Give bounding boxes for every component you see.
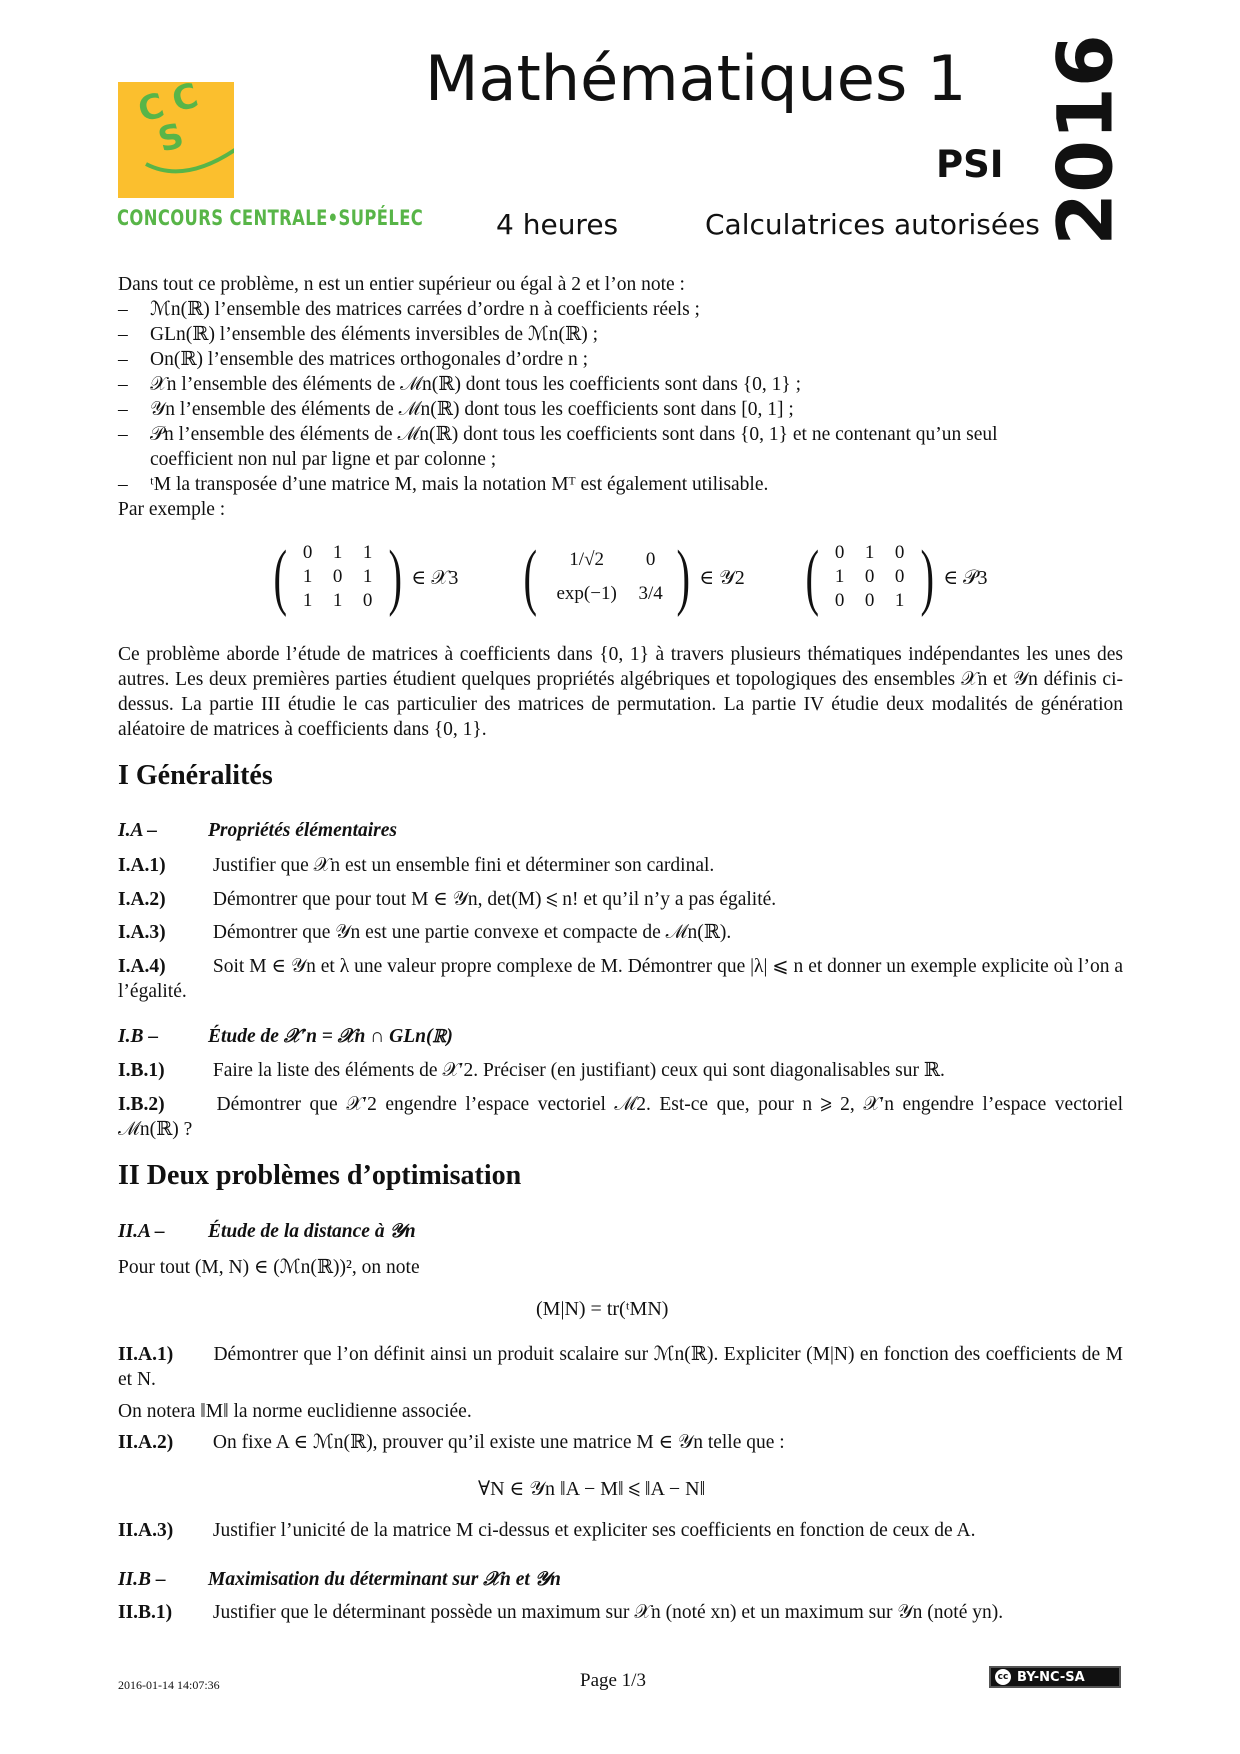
definition-item: – 𝒴n l’ensemble des éléments de ℳn(ℝ) dont tous les coefficients sont dans [0, 1] ; <box>118 399 794 420</box>
intro-text: Dans tout ce problème, n est un entier supérieur ou égal à 2 et l’on note : <box>118 274 685 295</box>
creative-commons-icon: cc <box>995 1669 1011 1685</box>
matrix-cell: 0 <box>894 566 905 587</box>
subsection-heading: II.A – Étude de la distance à 𝒴n <box>118 1221 416 1242</box>
question: I.A.4) Soit M ∈ 𝒴n et λ une valeur propre complexe de M. Démontrer que |λ| ⩽ n et donner un exemple explicite où l’on a l’égalité. <box>118 956 1123 1002</box>
page-title: Mathématiques 1 <box>425 42 967 115</box>
matrix-membership: ∈ 𝒫3 <box>943 566 988 589</box>
definition-item: – ℳn(ℝ) l’ensemble des matrices carrées d’ordre n à coefficients réels ; <box>118 299 700 320</box>
section-heading: II Deux problèmes d’optimisation <box>118 1160 522 1191</box>
subsection-heading: I.B – Étude de 𝒳′n = 𝒳n ∩ GLn(ℝ) <box>118 1026 453 1047</box>
question: II.A.2) On fixe A ∈ ℳn(ℝ), prouver qu’il existe une matrice M ∈ 𝒴n telle que : <box>118 1432 785 1453</box>
track-label: PSI <box>936 143 1004 186</box>
logo-letter-2: C <box>167 82 203 121</box>
question: I.A.2) Démontrer que pour tout M ∈ 𝒴n, det(M) ⩽ n! et qu’il n’y a pas égalité. <box>118 889 777 910</box>
logo <box>118 82 234 198</box>
matrix-cell: 1 <box>864 542 875 563</box>
logo-letter-3: S <box>153 115 188 161</box>
logo-caption: CONCOURS CENTRALE•SUPÉLEC <box>117 206 424 230</box>
definition-item: – GLn(ℝ) l’ensemble des éléments inversibles de ℳn(ℝ) ; <box>118 324 599 345</box>
question: II.A.1) Démontrer que l’on définit ainsi un produit scalaire sur ℳn(ℝ). Expliciter (M|N) en fonction des coefficients de M et N. <box>118 1344 1123 1390</box>
matrix-cell: 1 <box>834 566 845 587</box>
footer-timestamp: 2016-01-14 14:07:36 <box>118 1678 220 1692</box>
page-number: Page 1/3 <box>580 1670 646 1691</box>
overview-paragraph: Ce problème aborde l’étude de matrices à coefficients dans {0, 1} à travers plusieurs thématiques indépendantes les unes des autres. Les deux premières parties étudient quelques propriétés algébriques et topologiques des ensembles 𝒳n et 𝒴n définis ci-dessus. La partie III étudie le cas particulier des matrices de permutation. La partie IV étudie deux modalités de génération aléatoire de matrices à coefficients dans {0, 1}. <box>118 644 1123 740</box>
question: I.B.2) Démontrer que 𝒳′2 engendre l’espace vectoriel ℳ2. Est-ce que, pour n ⩾ 2, 𝒳′n engendre l’espace vectoriel ℳn(ℝ) ? <box>118 1094 1124 1140</box>
subsection-heading: I.A – Propriétés élémentaires <box>118 820 398 841</box>
matrix-cell: 0 <box>302 542 313 563</box>
definition-item: – 𝒫n l’ensemble des éléments de ℳn(ℝ) dont tous les coefficients sont dans {0, 1} et ne contenant qu’un seul <box>118 424 998 445</box>
question: I.A.1) Justifier que 𝒳n est un ensemble fini et déterminer son cardinal. <box>118 855 715 876</box>
matrix-cell: 1 <box>362 566 373 587</box>
matrix-cell: 1 <box>332 542 343 563</box>
matrix-cell: 0 <box>834 542 845 563</box>
matrix-cell: 3/4 <box>638 583 663 604</box>
calculators-label: Calculatrices autorisées <box>705 208 1040 241</box>
license-label: BY-NC-SA <box>1017 1669 1085 1685</box>
paragraph: Pour tout (M, N) ∈ (ℳn(ℝ))², on note <box>118 1257 420 1278</box>
matrix-cell: 1 <box>362 542 373 563</box>
example-label: Par exemple : <box>118 499 226 520</box>
license-badge <box>989 1666 1121 1688</box>
matrix-membership: ∈ 𝒳3 <box>411 566 459 589</box>
matrix-cell: 0 <box>362 590 373 611</box>
logo-graphic <box>118 82 234 198</box>
logo-letter-1: C <box>133 85 169 131</box>
section-heading: I Généralités <box>118 760 273 791</box>
question: II.A.3) Justifier l’unicité de la matrice M ci-dessus et expliciter ses coefficients en fonction de ceux de A. <box>118 1520 976 1541</box>
equation-inner-product: (M|N) = tr(ᵗMN) <box>536 1298 669 1320</box>
matrix-example-y2: ( 1/√2 0 exp(−1) 3/4 ) ∈ 𝒴2 <box>523 536 745 618</box>
paragraph: On notera ‖M‖ la norme euclidienne associée. <box>118 1401 472 1422</box>
definition-item: – ᵗM la transposée d’une matrice M, mais la notation Mᵀ est également utilisable. <box>118 474 769 495</box>
subsection-heading: II.B – Maximisation du déterminant sur 𝒳n et 𝒴n <box>118 1569 561 1590</box>
matrix-cell: 1 <box>302 566 313 587</box>
matrix-cell: 1 <box>894 590 905 611</box>
definition-item: – On(ℝ) l’ensemble des matrices orthogonales d’ordre n ; <box>118 349 589 370</box>
matrix-example-p3: ( 0 1 0 1 0 0 0 0 1 ) ∈ 𝒫3 <box>805 536 988 618</box>
matrix-cell: 0 <box>834 590 845 611</box>
logo-swoosh <box>146 142 234 171</box>
matrix-membership: ∈ 𝒴2 <box>699 566 745 589</box>
matrix-cell: 0 <box>332 566 343 587</box>
equation-best-approx: ∀N ∈ 𝒴n ‖A − M‖ ⩽ ‖A − N‖ <box>478 1478 706 1500</box>
matrix-cell: 1/√2 <box>569 549 605 570</box>
matrix-cell: 1 <box>332 590 343 611</box>
matrix-cell: 0 <box>864 566 875 587</box>
question: II.B.1) Justifier que le déterminant possède un maximum sur 𝒳n (noté xn) et un maximum sur 𝒴n (noté yn). <box>118 1602 1004 1623</box>
matrix-cell: 1 <box>302 590 313 611</box>
duration-label: 4 heures <box>496 208 619 241</box>
question: I.A.3) Démontrer que 𝒴n est une partie convexe et compacte de ℳn(ℝ). <box>118 922 732 943</box>
matrix-cell: 0 <box>645 549 656 570</box>
question: I.B.1) Faire la liste des éléments de 𝒳′2. Préciser (en justifiant) ceux qui sont diagonalisables sur ℝ. <box>118 1060 945 1081</box>
matrix-cell: 0 <box>864 590 875 611</box>
matrix-cell: 0 <box>894 542 905 563</box>
matrix-cell: exp(−1) <box>556 583 617 604</box>
year-label: 2016 <box>1040 34 1130 246</box>
definition-item: – 𝒳n l’ensemble des éléments de ℳn(ℝ) dont tous les coefficients sont dans {0, 1} ; <box>118 374 802 395</box>
matrix-example-x3: ( 0 1 1 1 0 1 1 1 0 ) ∈ 𝒳3 <box>273 536 459 618</box>
definition-item-continued: coefficient non nul par ligne et par colonne ; <box>150 449 497 470</box>
